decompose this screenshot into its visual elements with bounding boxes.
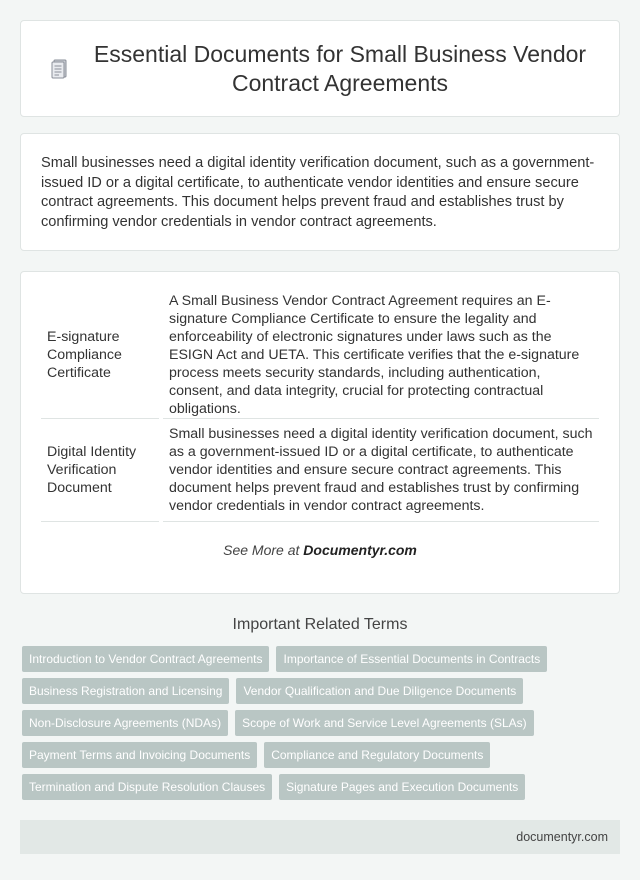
table-row	[41, 419, 599, 522]
document-description: A Small Business Vendor Contract Agreement requires an E-signature Compliance Certificate to ensure the legality and enforceability of electronic signatures under laws such as the ESIGN Act and UETA. This certificate verifies that the e-signature process meets security standards, including authentication, consent, and data integrity, crucial for protecting contractual obligations.	[161, 292, 599, 419]
intro-text: Small businesses need a digital identity verification document, such as a government-issued ID or a digital certificate, to authenticate vendor identities and ensure secure contract agreements. This document helps prevent fraud and establishes trust by confirming vendor credentials in vendor contract agreements.	[41, 155, 595, 230]
document-term: Digital Identity Verification Document	[41, 419, 161, 522]
intro-card	[20, 133, 620, 251]
footer	[20, 820, 620, 854]
related-term-tag[interactable]: Business Registration and Licensing	[22, 678, 229, 704]
related-term-tag[interactable]: Scope of Work and Service Level Agreements (SLAs)	[235, 710, 534, 736]
related-term-tag[interactable]: Signature Pages and Execution Documents	[279, 774, 525, 800]
document-description: Small businesses need a digital identity verification document, such as a government-issued ID or a digital certificate, to authenticate vendor identities and ensure secure contract agreements. This document helps prevent fraud and establishes trust by confirming vendor credentials in vendor contract agreements.	[161, 419, 599, 522]
related-terms-heading: Important Related Terms	[232, 616, 408, 633]
title-card	[20, 20, 620, 117]
see-more-site[interactable]: Documentyr.com	[303, 542, 417, 558]
related-term-tag[interactable]: Introduction to Vendor Contract Agreements	[22, 646, 269, 672]
related-terms-list	[22, 646, 618, 806]
related-term-tag[interactable]: Compliance and Regulatory Documents	[264, 742, 490, 768]
documents-card	[20, 271, 620, 594]
see-more-prefix: See More at	[223, 542, 304, 558]
document-icon	[51, 59, 69, 79]
documents-table	[41, 292, 599, 522]
footer-site-link[interactable]: documentyr.com	[516, 830, 608, 844]
page-title: Essential Documents for Small Business Vendor Contract Agreements	[93, 40, 587, 96]
related-term-tag[interactable]: Termination and Dispute Resolution Clauses	[22, 774, 272, 800]
see-more-link[interactable]	[41, 542, 599, 558]
document-term: E-signature Compliance Certificate	[41, 292, 161, 419]
table-row	[41, 292, 599, 419]
related-term-tag[interactable]: Non-Disclosure Agreements (NDAs)	[22, 710, 228, 736]
related-term-tag[interactable]: Importance of Essential Documents in Contracts	[276, 646, 547, 672]
related-term-tag[interactable]: Vendor Qualification and Due Diligence Documents	[236, 678, 523, 704]
related-term-tag[interactable]: Payment Terms and Invoicing Documents	[22, 742, 257, 768]
